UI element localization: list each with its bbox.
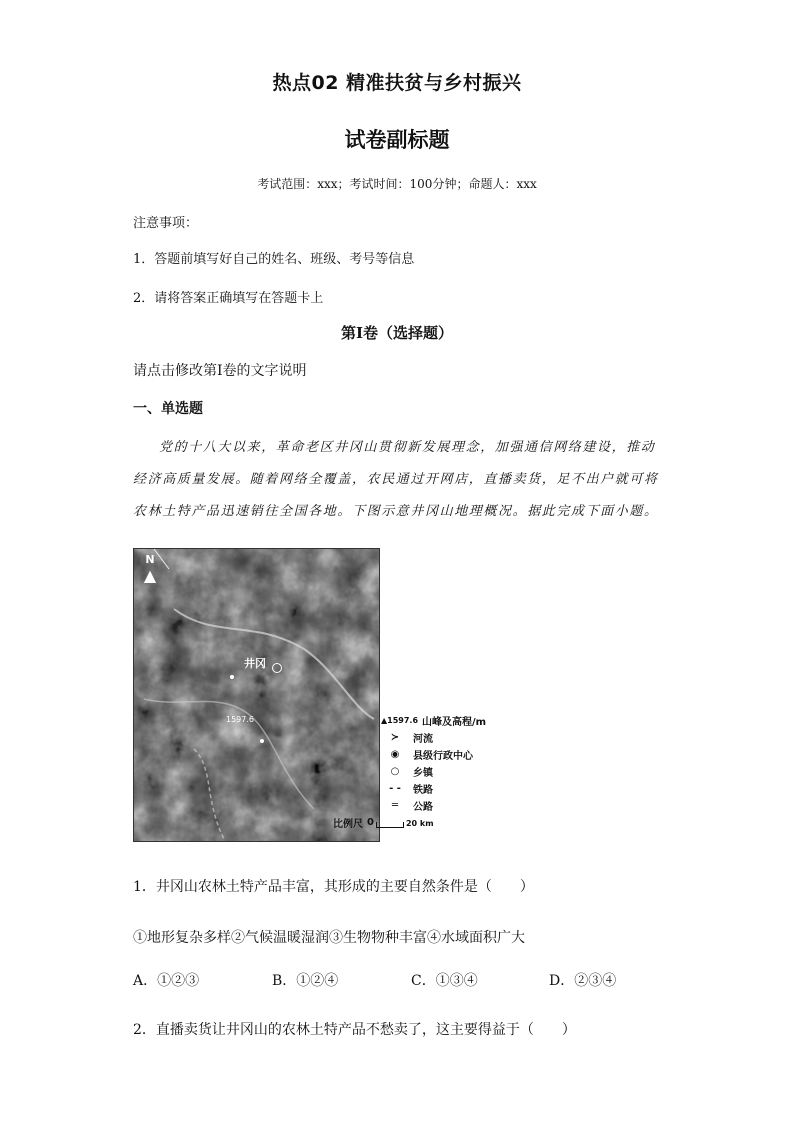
county-center-icon: ◉ — [390, 749, 400, 760]
peak-icon: ▲1597.6 — [381, 716, 419, 725]
scale-bar: 0 20 km — [367, 817, 434, 828]
question-1-option-d[interactable]: D．②③④ — [549, 973, 617, 989]
notes-label: 注意事项： — [133, 216, 199, 231]
river-icon: ≻ — [390, 732, 400, 743]
town-icon: ○ — [390, 766, 400, 777]
railway-icon: - - — [389, 783, 401, 794]
question-1-statements: ①地形复杂多样②气候温暖湿润③生物物种丰富④水域面积广大 — [133, 930, 525, 946]
question-1-option-c[interactable]: C．①③④ — [411, 973, 478, 989]
page-subtitle: 试卷副标题 — [344, 128, 450, 152]
town-icon — [260, 739, 264, 743]
jinggangshan-map — [133, 548, 380, 842]
highway-icon: ═ — [391, 800, 399, 811]
question-1-option-a[interactable]: A．①②③ — [133, 973, 200, 989]
exam-info: 考试范围：xxx；考试时间：100分钟；命题人：xxx — [257, 177, 537, 191]
map-place-label: 井冈 — [244, 657, 266, 670]
legend-row-highway: ═ 公路 — [381, 797, 501, 814]
town-icon — [230, 675, 234, 679]
part1-title: 第I卷（选择题） — [340, 324, 454, 342]
question-1-option-b[interactable]: B．①②④ — [272, 973, 339, 989]
part1-description: 请点击修改第I卷的文字说明 — [133, 363, 307, 379]
map-scale: 比例尺 0 20 km — [333, 817, 434, 830]
legend-row-river: ≻ 河流 — [381, 729, 501, 746]
question-2-stem: 2．直播卖货让井冈山的农林土特产品不愁卖了，这主要得益于（ ） — [133, 1022, 576, 1038]
north-arrow: N ▲ — [143, 553, 157, 585]
legend-row-county: ◉ 县级行政中心 — [381, 746, 501, 763]
note-item-2: 2．请将答案正确填写在答题卡上 — [133, 291, 324, 306]
passage-text: 党的十八大以来，革命老区井冈山贯彻新发展理念，加强通信网络建设，推动经济高质量发展。随着网络全覆盖，农民通过开网店，直播卖货，足不出户就可将农林土特产品迅速销往全国各地。下图示意井冈山地理概况。据此完成下面小题。 — [133, 440, 659, 519]
map-legend — [333, 712, 501, 831]
north-arrow-icon: ▲ — [143, 566, 157, 585]
page-title: 热点02 精准扶贫与乡村振兴 — [272, 72, 522, 94]
legend-row-peak: ▲1597.6 山峰及高程/m — [381, 716, 487, 728]
question-1-stem: 1．井冈山农林土特产品丰富，其形成的主要自然条件是（ ） — [133, 879, 534, 895]
note-item-1: 1．答题前填写好自己的姓名、班级、考号等信息 — [133, 252, 415, 267]
scale-bar-line — [376, 822, 404, 828]
map-peak-label: 1597.6 — [226, 715, 254, 724]
legend-row-railway: - - 铁路 — [381, 780, 501, 797]
section-heading: 一、单选题 — [133, 401, 203, 417]
terrain-image — [134, 549, 379, 841]
legend-row-town: ○ 乡镇 — [381, 763, 501, 780]
county-center-icon — [272, 663, 282, 673]
